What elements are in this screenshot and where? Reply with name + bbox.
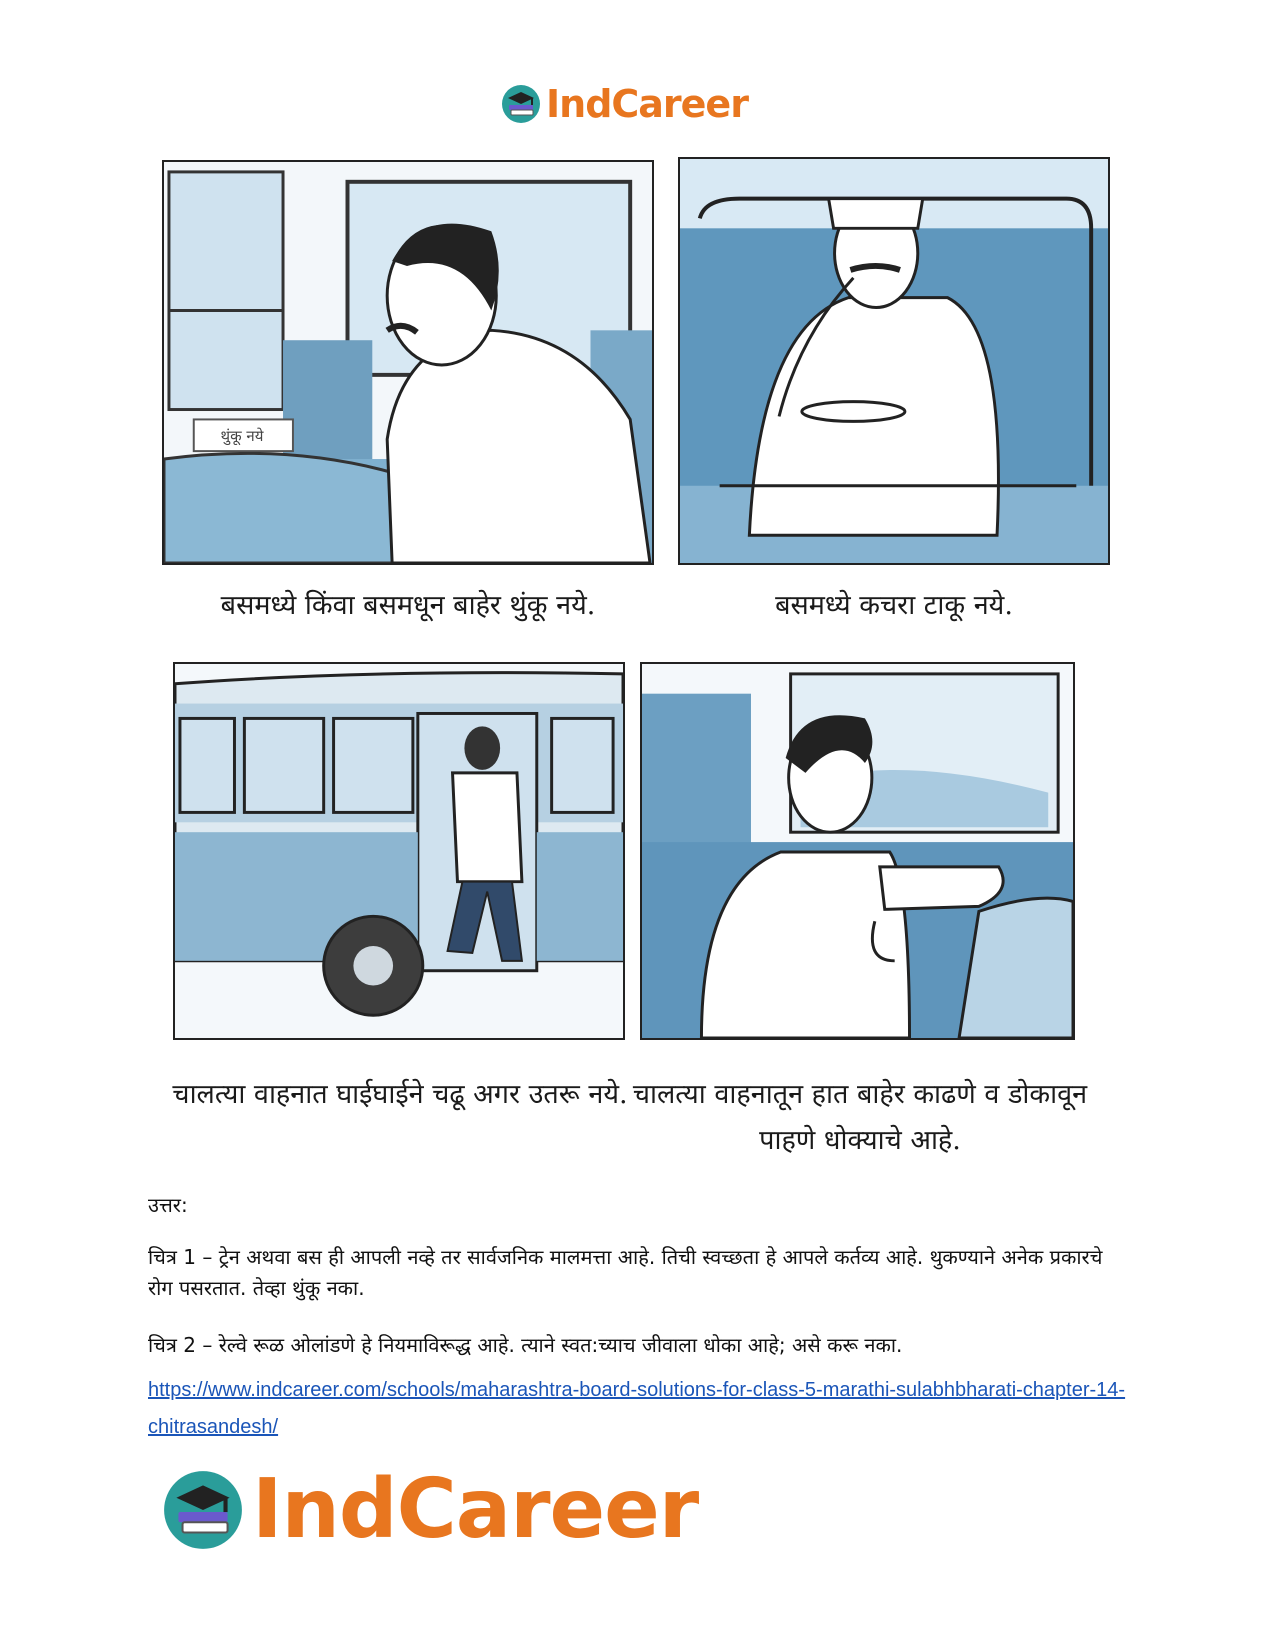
graduation-books-icon <box>500 83 542 125</box>
indcareer-logo-bottom <box>160 1462 698 1558</box>
brand-name: IndCareer <box>546 82 748 126</box>
indcareer-logo-top <box>500 80 748 128</box>
sign-text: थुंकू नये <box>220 427 264 445</box>
brand-name: IndCareer <box>252 1462 699 1557</box>
answer-item-2: चित्र 2 – रेल्वे रूळ ओलांडणे हे नियमाविरूद्ध आहे. त्याने स्वत:च्याच जीवाला धोका आहे; असे करू नका. <box>148 1333 903 1357</box>
illustration-panel-2 <box>678 157 1110 565</box>
illustration-panel-3 <box>173 662 625 1040</box>
no-spitting-sign <box>192 420 292 452</box>
answer-item-1: चित्र 1 – ट्रेन अथवा बस ही आपली नव्हे तर सार्वजनिक मालमत्ता आहे. तिची स्वच्छता हे आपले कर्तव्य आहे. थुकण्याने अनेक प्रकारचे रोग पसरतात. तेव्हा थुंकू नका. <box>148 1245 1103 1300</box>
graduation-books-icon <box>160 1467 246 1553</box>
illustration-panel-1 <box>162 160 654 565</box>
panel-2-caption: बसमध्ये कचरा टाकू नये. <box>775 590 1013 621</box>
source-link[interactable]: https://www.indcareer.com/schools/maharashtra-board-solutions-for-class-5-marathi-sulabhbharati-chapter-14-chitrasandesh/ <box>148 1379 1126 1438</box>
panel-4-caption: चालत्या वाहनातून हात बाहेर काढणे व डोकावून पाहणे धोक्याचे आहे. <box>632 1079 1088 1156</box>
panel-1-caption: बसमध्ये किंवा बसमधून बाहेर थुंकू नये. <box>220 590 596 621</box>
illustration-panel-4 <box>640 662 1075 1040</box>
answer-label: उत्तर: <box>148 1193 188 1217</box>
panel-3-caption: चालत्या वाहनात घाईघाईने चढू अगर उतरू नये. <box>172 1079 628 1110</box>
